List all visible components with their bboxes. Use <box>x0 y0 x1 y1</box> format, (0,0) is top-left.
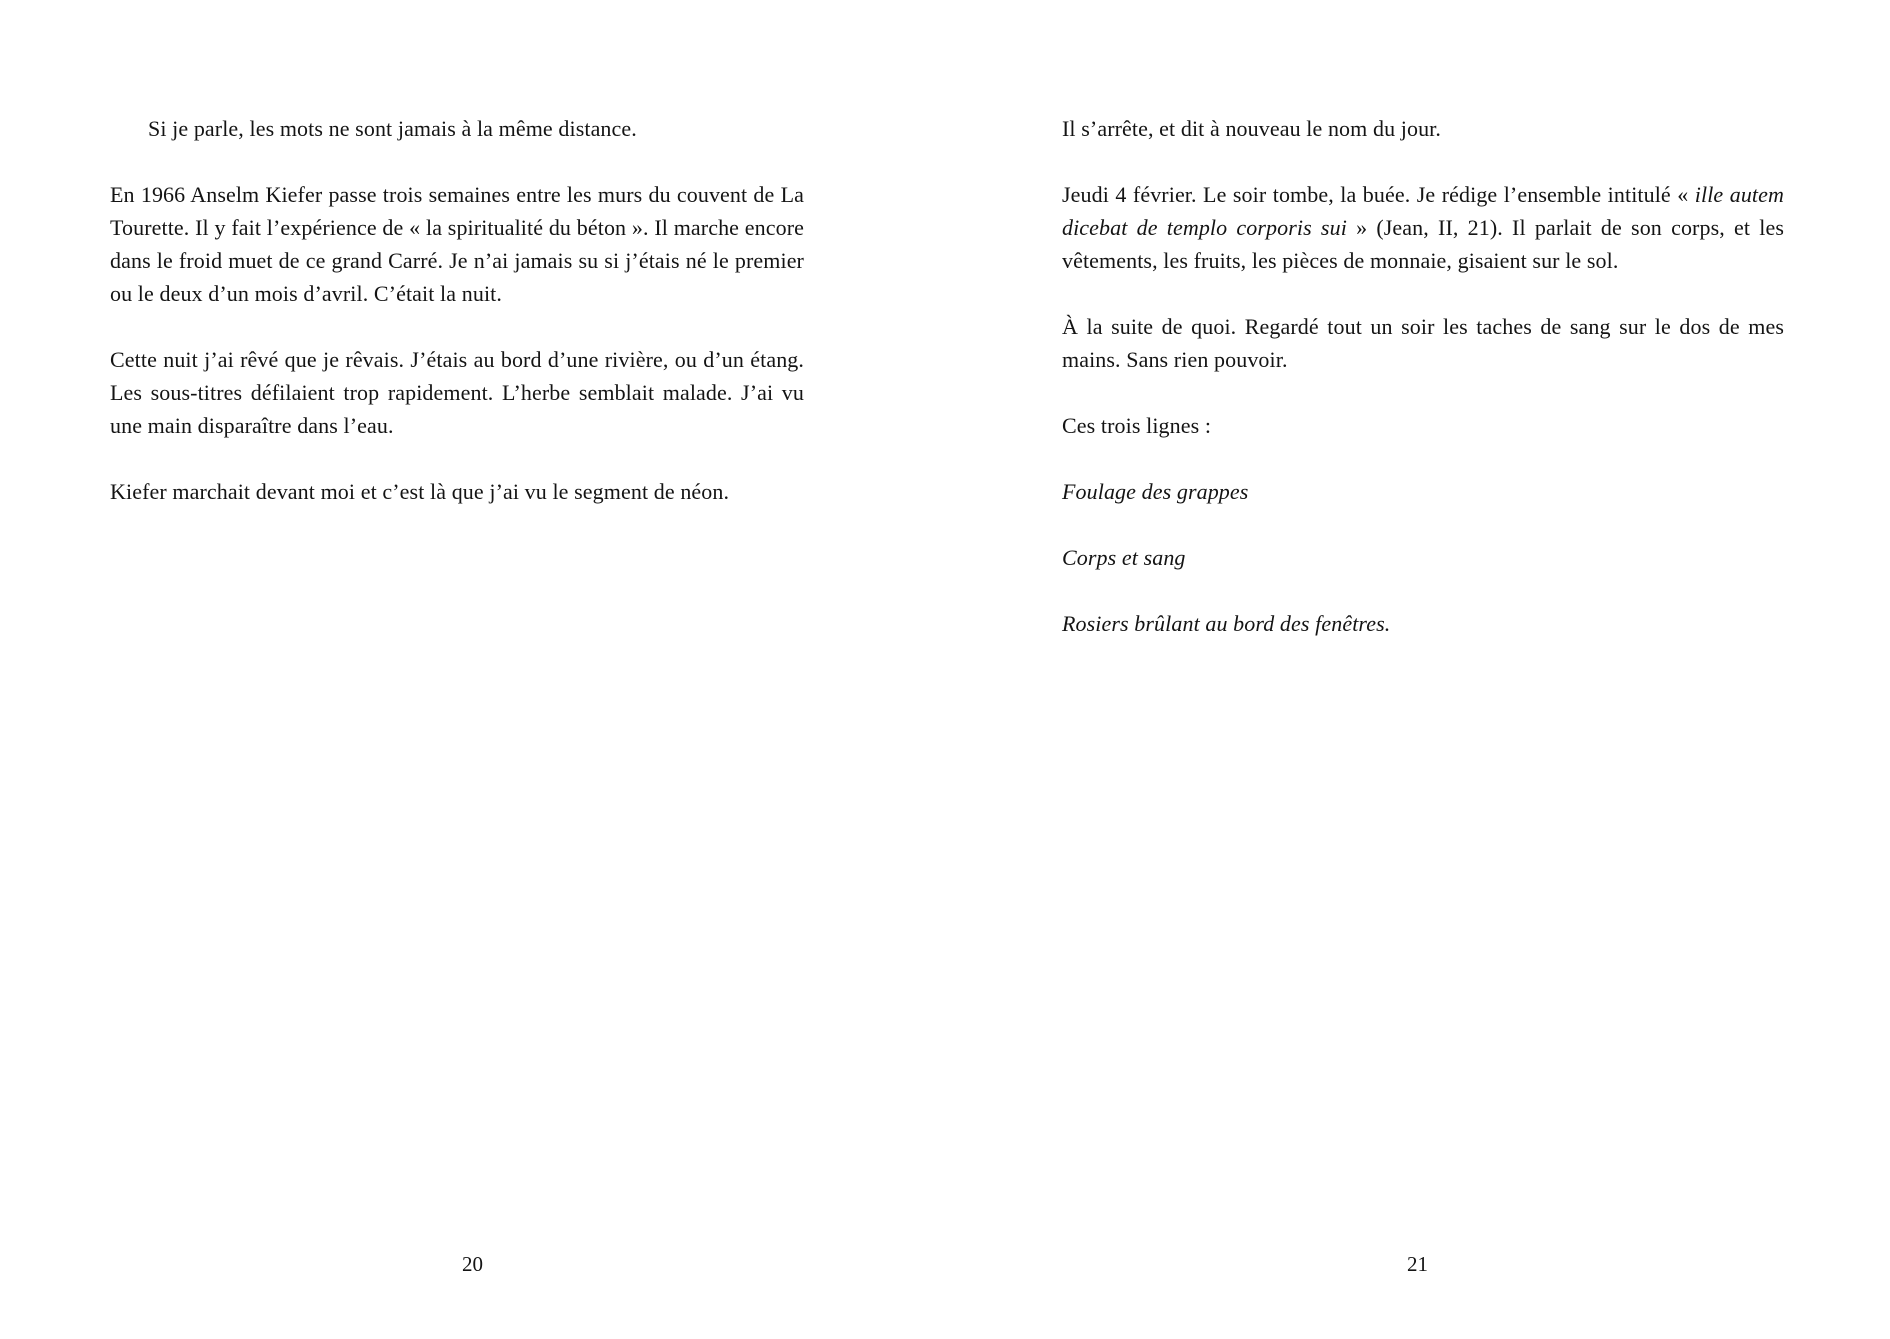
paragraph <box>110 475 804 508</box>
text-run: En 1966 Anselm Kiefer passe trois semaines entre les murs du couvent de La Tourette. Il y fait l’expérience de « la spiritualité du béton ». Il marche encore dans le froid muet de ce grand Carré. Je n’ai jamais su si j’étais né le premier ou le deux d’un mois d’avril. C’était la nuit. <box>110 182 804 306</box>
paragraph <box>110 112 804 145</box>
paragraph <box>1062 178 1784 277</box>
page-right <box>945 0 1890 1339</box>
page-number-left: 20 <box>462 1252 483 1276</box>
italic-text-run: Corps et sang <box>1062 545 1186 570</box>
text-run: Ces trois lignes : <box>1062 413 1212 438</box>
text-run: Si je parle, les mots ne sont jamais à la même distance. <box>148 116 637 141</box>
page-number-right: 21 <box>1407 1252 1428 1276</box>
paragraph <box>1062 475 1784 508</box>
page-left-text-block <box>110 112 804 508</box>
italic-text-run: Rosiers brûlant au bord des fenêtres. <box>1062 611 1391 636</box>
italic-text-run: Foulage des grappes <box>1062 479 1249 504</box>
text-run: Il s’arrête, et dit à nouveau le nom du jour. <box>1062 116 1441 141</box>
text-run: » (Jean, II, 21). Il parlait de son corps, et les vêtements, les fruits, les pièces de monnaie, gisaient sur le sol. <box>1062 215 1784 273</box>
paragraph <box>1062 607 1784 640</box>
paragraph <box>110 178 804 310</box>
page-right-text-block <box>1062 112 1784 640</box>
paragraph <box>1062 112 1784 145</box>
italic-text-run: ille autem dicebat de templo corporis sui <box>1062 182 1784 240</box>
text-run: Jeudi 4 février. Le soir tombe, la buée. Je rédige l’ensemble intitulé « <box>1062 182 1695 207</box>
text-run: Kiefer marchait devant moi et c’est là que j’ai vu le segment de néon. <box>110 479 730 504</box>
paragraph <box>1062 310 1784 376</box>
paragraph <box>1062 541 1784 574</box>
paragraph <box>1062 409 1784 442</box>
paragraph <box>110 343 804 442</box>
text-run: Cette nuit j’ai rêvé que je rêvais. J’étais au bord d’une rivière, ou d’un étang. Les sous-titres défilaient trop rapidement. L’herbe semblait malade. J’ai vu une main disparaître dans l’eau. <box>110 347 804 438</box>
text-run: À la suite de quoi. Regardé tout un soir les taches de sang sur le dos de mes mains. Sans rien pouvoir. <box>1062 314 1784 372</box>
